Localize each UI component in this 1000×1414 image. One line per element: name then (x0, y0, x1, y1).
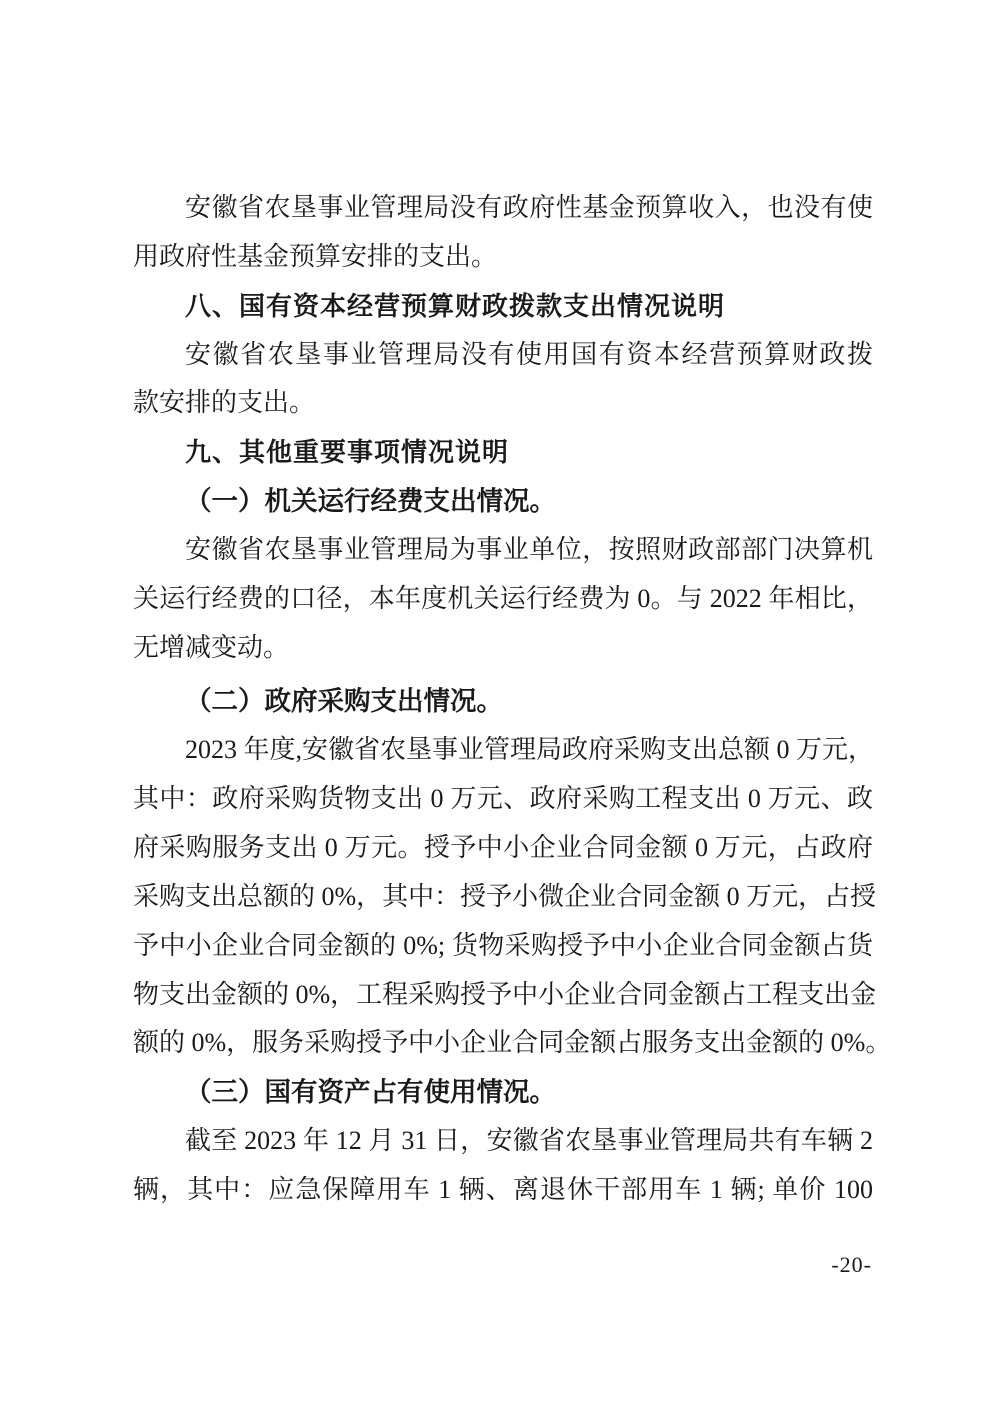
body-line: 府采购服务支出 0 万元。授予中小企业合同金额 0 万元，占政府 (133, 832, 873, 862)
body-line: 其中：政府采购货物支出 0 万元、政府采购工程支出 0 万元、政 (133, 784, 873, 814)
body-line: 额的 0%，服务采购授予中小企业合同金额占服务支出金额的 0%。 (133, 1028, 892, 1058)
body-line: 予中小企业合同金额的 0%; 货物采购授予中小企业合同金额占货 (133, 930, 873, 960)
body-line: 2023 年度,安徽省农垦事业管理局政府采购支出总额 0 万元， (185, 735, 875, 765)
subsection-heading-2: （二）政府采购支出情况。 (185, 686, 503, 717)
subsection-heading-3: （三）国有资产占有使用情况。 (185, 1077, 556, 1108)
page-number: -20- (831, 1252, 872, 1277)
body-line: 用政府性基金预算安排的支出。 (133, 241, 498, 271)
subsection-heading-1: （一）机关运行经费支出情况。 (185, 486, 556, 517)
body-line: 关运行经费的口径，本年度机关运行经费为 0。与 2022 年相比， (133, 583, 873, 613)
body-line: 款安排的支出。 (133, 388, 316, 418)
body-line: 截至 2023 年 12 月 31 日，安徽省农垦事业管理局共有车辆 2 (185, 1126, 873, 1156)
section-heading-9: 九、其他重要事项情况说明 (185, 437, 510, 468)
body-line: 物支出金额的 0%，工程采购授予中小企业合同金额占工程支出金 (133, 979, 877, 1009)
body-line: 安徽省农垦事业管理局没有使用国有资本经营预算财政拨 (185, 339, 873, 369)
body-line: 采购支出总额的 0%，其中：授予小微企业合同金额 0 万元，占授 (133, 881, 877, 911)
body-line: 安徽省农垦事业管理局没有政府性基金预算收入，也没有使 (185, 193, 873, 222)
body-line: 辆，其中：应急保障用车 1 辆、离退休干部用车 1 辆; 单价 100 (133, 1174, 873, 1204)
section-heading-8: 八、国有资本经营预算财政拨款支出情况说明 (185, 290, 726, 321)
body-line: 安徽省农垦事业管理局为事业单位，按照财政部部门决算机 (185, 534, 873, 564)
body-line: 无增减变动。 (133, 632, 290, 662)
document-body (133, 184, 892, 1215)
